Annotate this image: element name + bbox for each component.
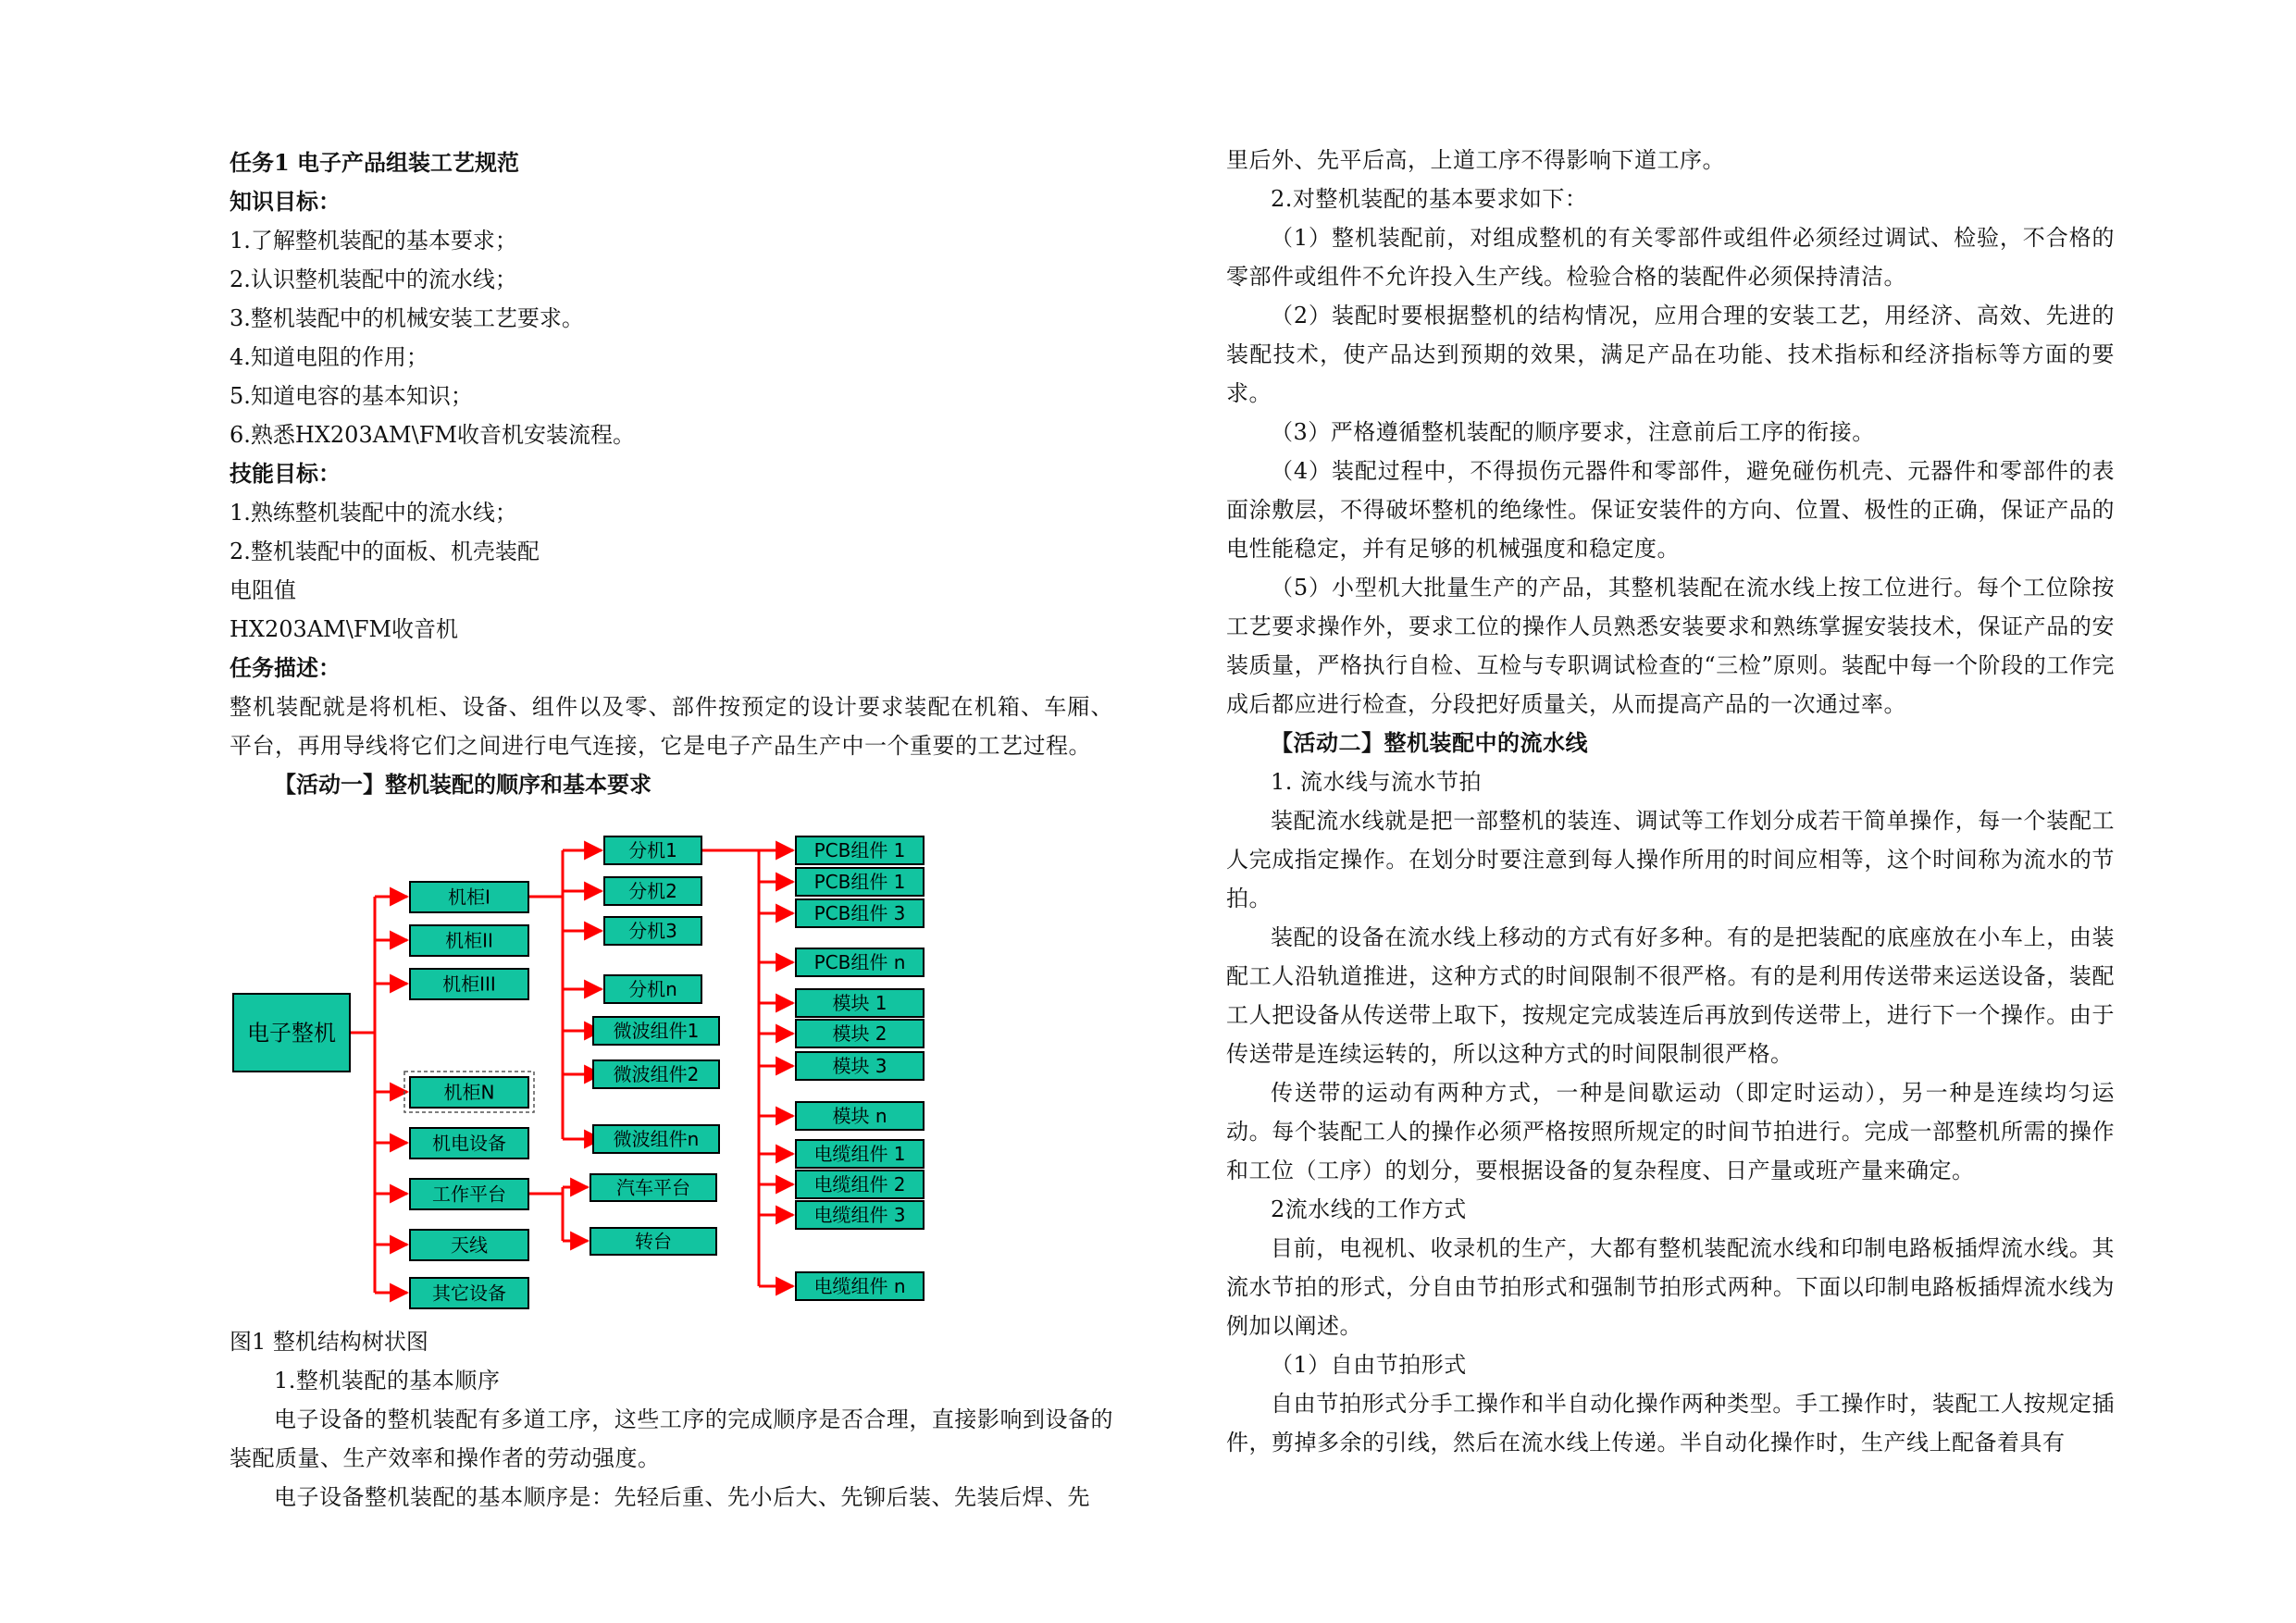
knowledge-item: 2.认识整机装配中的流水线；: [230, 266, 517, 292]
skill-item: HX203AM\FM收音机: [230, 616, 459, 642]
paragraph: 传送带的运动有两种方式，一种是间歇运动（即定时运动），另一种是连续均匀运动。每个装配工人的操作必须严格按照所规定的时间节拍进行。完成一部整机所需的操作和工位（工序）的划分，要根据设备的复杂程度、日产量或班产量来确定。: [1226, 1080, 2115, 1183]
paragraph: （2）装配时要根据整机的结构情况，应用合理的安装工艺，用经济、高效、先进的装配技术，使产品达到预期的效果，满足产品在功能、技术指标和经济指标等方面的要求。: [1226, 303, 2115, 406]
level3-node: [796, 989, 924, 1017]
svg-text:分机3: 分机3: [628, 920, 677, 943]
level2-node: [593, 1125, 719, 1153]
level3-node: [796, 1171, 924, 1198]
svg-text:其它设备: 其它设备: [432, 1282, 506, 1305]
level1-node: [410, 1077, 528, 1108]
task-desc-paragraph: 整机装配就是将机柜、设备、组件以及零、部件按预定的设计要求装配在机箱、车厢、平台，再用导线将它们之间进行电气连接，它是电子产品生产中一个重要的工艺过程。: [230, 694, 1113, 759]
level3-node: [796, 1020, 924, 1047]
svg-text:电缆组件 3: 电缆组件 3: [813, 1204, 906, 1227]
structure-tree-diagram: [230, 804, 961, 1322]
level2-node: [593, 1017, 719, 1045]
svg-text:分机2: 分机2: [628, 880, 677, 903]
level3-node: [796, 1201, 924, 1229]
svg-text:机柜N: 机柜N: [443, 1081, 495, 1104]
paragraph: 装配流水线就是把一部整机的装连、调试等工作划分成若干简单操作，每一个装配工人完成指定操作。在划分时要注意到每人操作所用的时间应相等，这个时间称为流水的节拍。: [1226, 808, 2115, 911]
svg-text:分机1: 分机1: [628, 839, 677, 862]
activity-two-heading: 【活动二】整机装配中的流水线: [1271, 729, 1588, 756]
level3-node: [796, 1052, 924, 1080]
paragraph: 2流水线的工作方式: [1271, 1196, 1467, 1222]
level3-node: [796, 948, 924, 976]
level3-node: [796, 1272, 924, 1300]
svg-text:模块 2: 模块 2: [832, 1022, 887, 1046]
svg-text:模块 1: 模块 1: [832, 992, 887, 1015]
svg-text:电缆组件 1: 电缆组件 1: [813, 1143, 906, 1166]
level1-node: [410, 1179, 528, 1209]
svg-text:汽车平台: 汽车平台: [616, 1176, 690, 1199]
section-one-paragraph: 电子设备整机装配的基本顺序是：先轻后重、先小后大、先铆后装、先装后焊、先: [274, 1484, 1090, 1510]
activity-one-heading: 【活动一】整机装配的顺序和基本要求: [274, 771, 652, 798]
svg-text:模块 n: 模块 n: [832, 1105, 887, 1128]
paragraph: （1）整机装配前，对组成整机的有关零部件或组件必须经过调试、检验，不合格的零部件或组件不允许投入生产线。检验合格的装配件必须保持清洁。: [1226, 225, 2115, 290]
knowledge-item: 6.熟悉HX203AM\FM收音机安装流程。: [230, 422, 635, 448]
right-column: [1226, 141, 2115, 1462]
section-one-title: 1.整机装配的基本顺序: [274, 1368, 501, 1394]
svg-text:微波组件n: 微波组件n: [613, 1128, 700, 1151]
level2-node: [604, 917, 701, 945]
level1-node: [410, 882, 528, 912]
svg-text:分机n: 分机n: [628, 978, 677, 1001]
svg-text:机柜III: 机柜III: [442, 973, 496, 996]
svg-text:PCB组件 1: PCB组件 1: [813, 871, 906, 894]
level1-node: [410, 969, 528, 999]
svg-text:机电设备: 机电设备: [432, 1132, 506, 1155]
task-desc-heading: 任务描述：: [230, 654, 341, 681]
level2-node: [590, 1228, 716, 1255]
svg-text:机柜II: 机柜II: [445, 929, 493, 952]
level1-node: [410, 1278, 528, 1308]
paragraph: 目前，电视机、收录机的生产，大都有整机装配流水线和印制电路板插焊流水线。其流水节拍的形式，分自由节拍形式和强制节拍形式两种。下面以印制电路板插焊流水线为例加以阐述。: [1226, 1235, 2115, 1339]
level1-node: [410, 1128, 528, 1158]
svg-text:微波组件1: 微波组件1: [613, 1020, 700, 1043]
paragraph: （3）严格遵循整机装配的顺序要求，注意前后工序的衔接。: [1271, 419, 1875, 445]
svg-text:电子整机: 电子整机: [247, 1020, 336, 1047]
level2-node: [590, 1174, 716, 1201]
left-column: [230, 143, 1113, 1517]
svg-text:转台: 转台: [635, 1230, 672, 1253]
skill-item: 2.整机装配中的面板、机壳装配: [230, 539, 540, 564]
svg-text:机柜I: 机柜I: [448, 886, 490, 909]
skill-heading: 技能目标：: [230, 460, 341, 487]
svg-text:PCB组件 3: PCB组件 3: [813, 902, 906, 925]
paragraph: （4）装配过程中，不得损伤元器件和零部件，避免碰伤机壳、元器件和零部件的表面涂敷层，不得破坏整机的绝缘性。保证安装件的方向、位置、极性的正确，保证产品的电性能稳定，并有足够的机械强度和稳定度。: [1226, 458, 2115, 562]
svg-text:电缆组件 n: 电缆组件 n: [813, 1275, 906, 1298]
svg-text:天线: 天线: [451, 1233, 488, 1257]
level2-node: [604, 975, 701, 1003]
level3-node: [796, 1140, 924, 1168]
level3-node: [796, 868, 924, 896]
knowledge-item: 1.了解整机装配的基本要求；: [230, 228, 517, 254]
knowledge-item: 3.整机装配中的机械安装工艺要求。: [230, 305, 584, 331]
level1-node: [410, 1230, 528, 1260]
knowledge-item: 4.知道电阻的作用；: [230, 344, 428, 370]
skill-item: 电阻值: [230, 577, 296, 603]
paragraph: 自由节拍形式分手工操作和半自动化操作两种类型。手工操作时，装配工人按规定插件，剪掉多余的引线，然后在流水线上传递。半自动化操作时，生产线上配备着具有: [1226, 1391, 2115, 1456]
paragraph: 里后外、先平后高，上道工序不得影响下道工序。: [1226, 147, 1725, 173]
tree-svg: [222, 804, 962, 1322]
paragraph: （1）自由节拍形式: [1271, 1352, 1467, 1378]
svg-text:微波组件2: 微波组件2: [613, 1063, 700, 1086]
level2-node: [604, 836, 701, 864]
paragraph: 2.对整机装配的基本要求如下：: [1271, 186, 1588, 212]
level1-node: [410, 925, 528, 956]
level3-node: [796, 1102, 924, 1130]
paragraph: 装配的设备在流水线上移动的方式有好多种。有的是把装配的底座放在小车上，由装配工人沿轨道推进，这种方式的时间限制不很严格。有的是利用传送带来运送设备，装配工人把设备从传送带上取下，按规定完成装连后再放到传送带上，进行下一个操作。由于传送带是连续运转的，所以这种方式的时间限制很严格。: [1226, 924, 2115, 1067]
knowledge-item: 5.知道电容的基本知识；: [230, 383, 473, 409]
svg-text:工作平台: 工作平台: [432, 1183, 506, 1206]
svg-text:电缆组件 2: 电缆组件 2: [813, 1173, 906, 1196]
figure-caption: 图1 整机结构树状图: [230, 1329, 428, 1355]
paragraph: （5）小型机大批量生产的产品，其整机装配在流水线上按工位进行。每个工位除按工艺要求操作外，要求工位的操作人员熟悉安装要求和熟练掌握安装技术，保证产品的安装质量，严格执行自检、互检与专职调试检查的“三检”原则。装配中每一个阶段的工作完成后都应进行检查，分段把好质量关，从而提高产品的一次通过率。: [1226, 575, 2115, 717]
task-title: 任务1 电子产品组装工艺规范: [230, 149, 520, 176]
skill-item: 1.熟练整机装配中的流水线；: [230, 500, 517, 526]
level2-node: [593, 1060, 719, 1088]
section-one-paragraph: 电子设备的整机装配有多道工序，这些工序的完成顺序是否合理，直接影响到设备的装配质量、生产效率和操作者的劳动强度。: [230, 1406, 1113, 1471]
svg-text:PCB组件 n: PCB组件 n: [813, 951, 906, 974]
level2-node: [604, 877, 701, 905]
root-node: [233, 994, 350, 1072]
svg-text:模块 3: 模块 3: [832, 1055, 887, 1078]
knowledge-heading: 知识目标：: [230, 188, 341, 215]
svg-text:PCB组件 1: PCB组件 1: [813, 839, 906, 862]
paragraph: 1. 流水线与流水节拍: [1271, 769, 1483, 795]
level3-node: [796, 836, 924, 864]
level3-node: [796, 899, 924, 927]
